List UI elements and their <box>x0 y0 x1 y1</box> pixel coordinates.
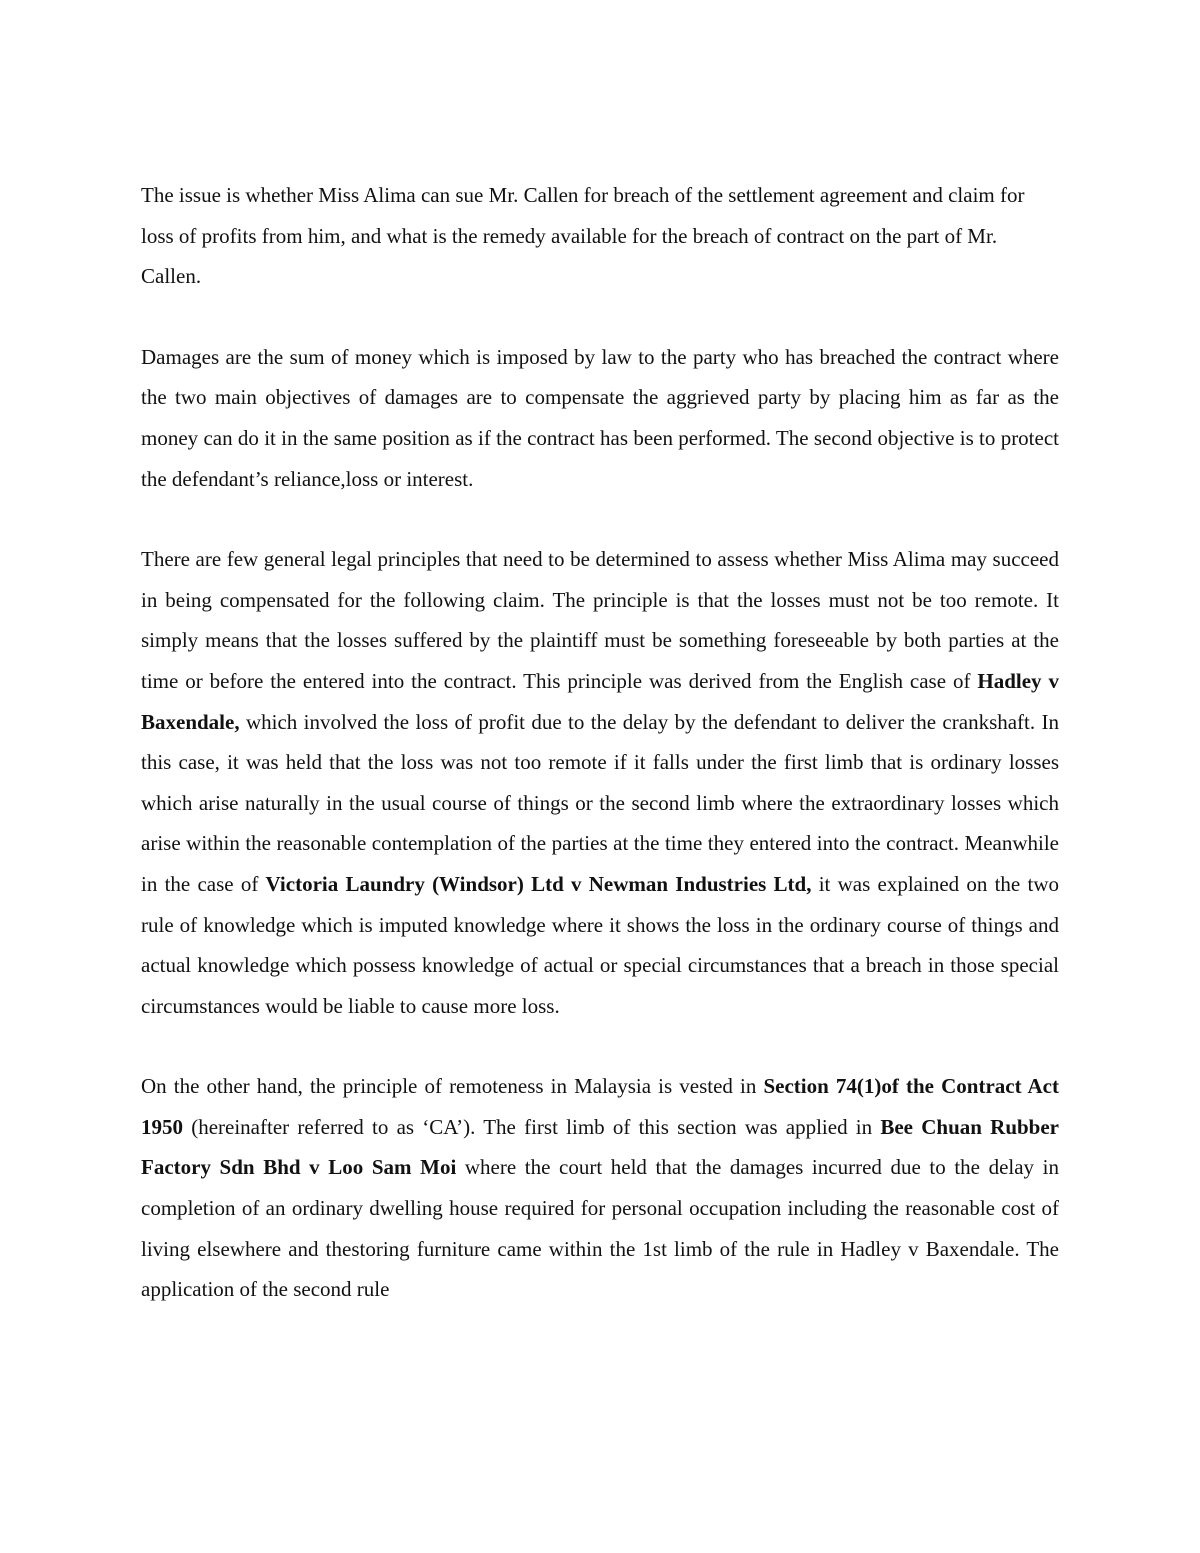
paragraph-text: On the other hand, the principle of remoteness in Malaysia is vested in <box>141 1074 764 1099</box>
paragraph-text: (hereinafter referred to as ‘CA’). The first limb of this section was applied in <box>183 1114 881 1139</box>
paragraph-malaysia-remoteness <box>141 1066 1059 1310</box>
paragraph-text: it was explained on the two rule of knowledge which is imputed knowledge where it shows the loss in the ordinary course of things and actual knowledge which possess knowledge of actual or special circumstances that a breach in those special circumstances would be liable to cause more loss. <box>141 871 1059 1018</box>
paragraph-issue <box>141 175 1059 297</box>
paragraph-text: Damages are the sum of money which is imposed by law to the party who has breached the contract where the two main objectives of damages are to compensate the aggrieved party by placing him as far as the money can do it in the same position as if the contract has been performed. The second objective is to protect the defendant’s reliance,loss or interest. <box>141 344 1059 491</box>
case-name-victoria-laundry: Victoria Laundry (Windsor) Ltd v Newman Industries Ltd, <box>265 871 812 896</box>
statute-reference-section-74: Section 74(1)of the Contract Act 1950 <box>141 1074 1060 1139</box>
case-name-bee-chuan: Bee Chuan Rubber Factory Sdn Bhd v Loo Sam Moi <box>141 1114 1060 1180</box>
paragraph-damages-definition <box>141 337 1059 499</box>
paragraph-remoteness-principles <box>141 539 1059 1026</box>
paragraph-text: There are few general legal principles that need to be determined to assess whether Miss Alima may succeed in being compensated for the following claim. The principle is that the losses must not be too remote. It simply means that the losses suffered by the plaintiff must be something foreseeable by both parties at the time or before the entered into the contract. This principle was derived from the English case of <box>141 547 1059 693</box>
document-body <box>141 175 1059 1350</box>
paragraph-text: where the court held that the damages incurred due to the delay in completion of an ordinary dwelling house required for personal occupation including the reasonable cost of living elsewhere and thestoring furniture came within the 1st limb of the rule in Hadley v Baxendale. The application of the second rule <box>141 1155 1059 1302</box>
paragraph-text: The issue is whether Miss Alima can sue Mr. Callen for breach of the settlement agreement and claim for loss of profits from him, and what is the remedy available for the breach of contract on the part of Mr. Callen. <box>141 183 1025 289</box>
paragraph-text: which involved the loss of profit due to the delay by the defendant to deliver the crankshaft. In this case, it was held that the loss was not too remote if it falls under the first limb that is ordinary losses which arise naturally in the usual course of things or the second limb where the extraordinary losses which arise within the reasonable contemplation of the parties at the time they entered into the contract. Meanwhile in the case of <box>141 709 1059 896</box>
case-name-hadley: Hadley v Baxendale, <box>141 668 1059 734</box>
